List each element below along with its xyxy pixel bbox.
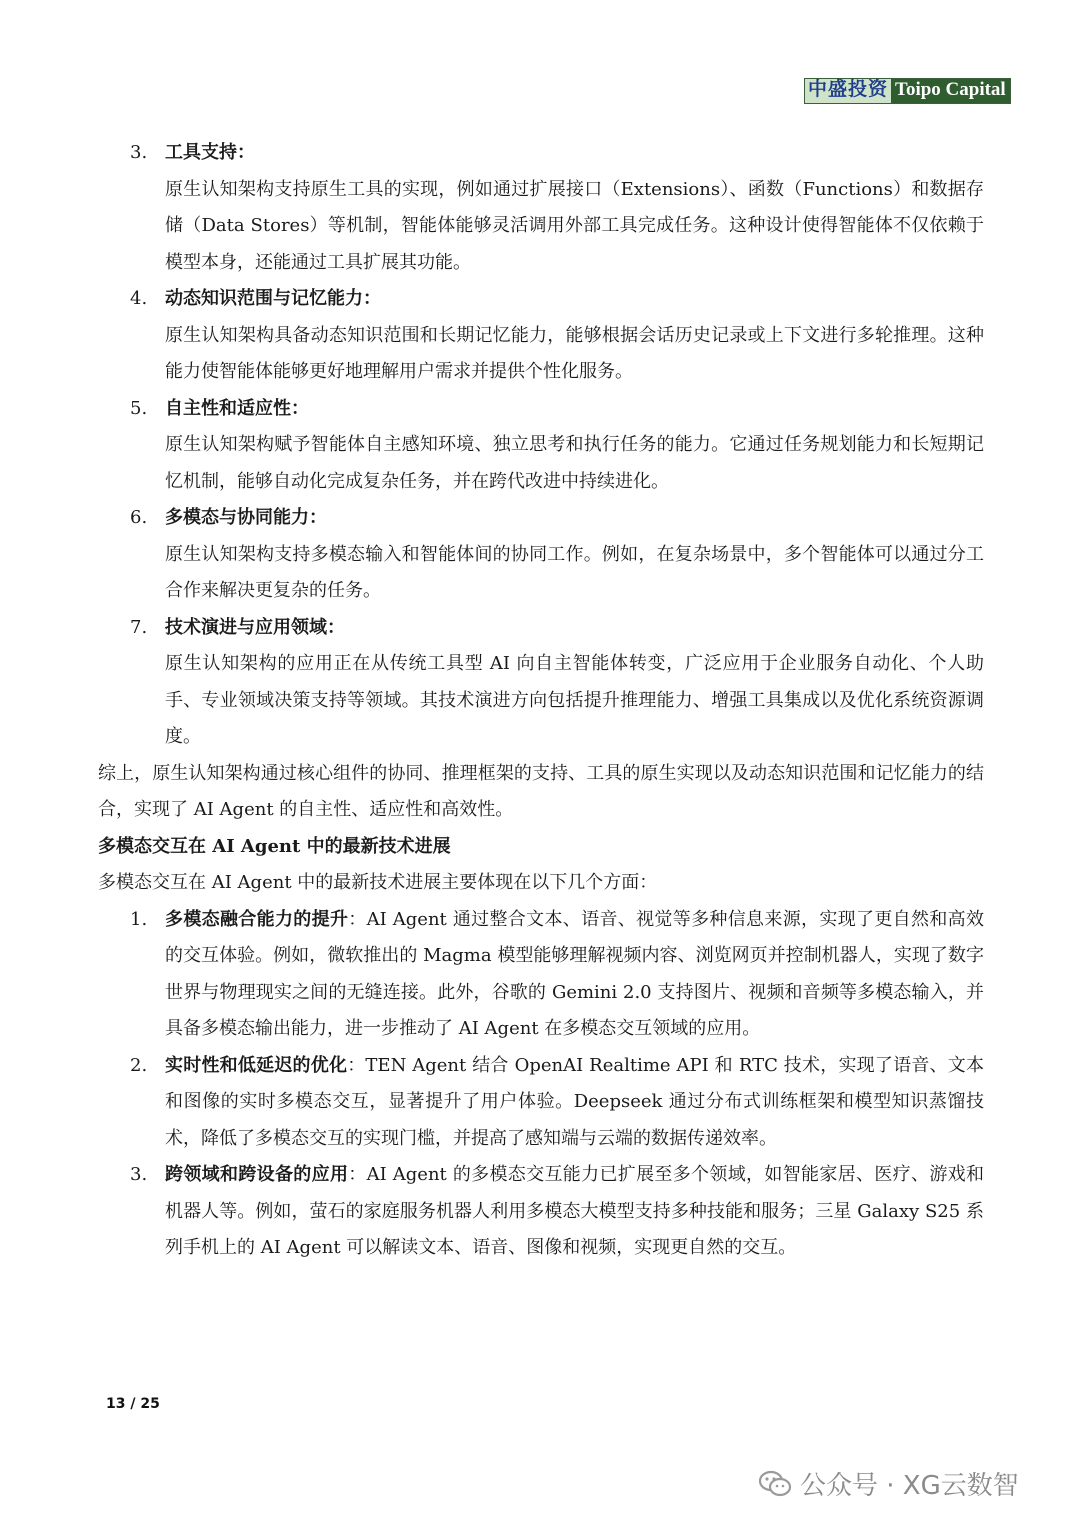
item-description: ：AI Agent 通过整合文本、语音、视觉等多种信息来源，实现了更自然和高效的交互体验。例如，微软推出的 Magma 模型能够理解视频内容、浏览网页并控制机器人，实现了数字世界与物理现实之间的无缝连接。此外，谷歌的 Gemini 2.0 支持图片、视频和音频等多模态输入，并具备多模态输出能力，进一步推动了 AI Agent 在多模态交互领域的应用。 <box>165 908 984 1039</box>
item-number: 5. <box>130 397 148 419</box>
document-body <box>98 135 984 1267</box>
item-heading: 动态知识范围与记忆能力： <box>165 288 381 309</box>
item-number: 4. <box>130 288 148 309</box>
list-item <box>98 1157 984 1267</box>
summary-paragraph: 综上，原生认知架构通过核心组件的协同、推理框架的支持、工具的原生实现以及动态知识范围和记忆能力的结合，实现了 AI Agent 的自主性、适应性和高效性。 <box>98 762 984 820</box>
item-number: 1. <box>130 908 148 930</box>
item-text: 原生认知架构的应用正在从传统工具型 AI 向自主智能体转变，广泛应用于企业服务自动化、个人助手、专业领域决策支持等领域。其技术演进方向包括提升推理能力、增强工具集成以及优化系统资源调度。 <box>165 653 984 747</box>
list-item <box>98 135 984 281</box>
page-number: 13 / 25 <box>106 1396 160 1412</box>
item-text: 原生认知架构具备动态知识范围和长期记忆能力，能够根据会话历史记录或上下文进行多轮推理。这种能力使智能体能够更好地理解用户需求并提供个性化服务。 <box>165 324 984 382</box>
item-heading: 实时性和低延迟的优化 <box>165 1054 348 1076</box>
item-text <box>165 1048 984 1158</box>
list-item <box>98 902 984 1048</box>
watermark-text: 公众号 · XG云数智 <box>800 1471 1019 1501</box>
item-heading: 多模态与协同能力： <box>165 507 327 528</box>
item-heading: 工具支持： <box>165 142 255 163</box>
section-heading: 多模态交互在 AI Agent 中的最新技术进展 <box>98 835 451 857</box>
item-heading: 多模态融合能力的提升 <box>165 908 349 930</box>
item-description: ：TEN Agent 结合 OpenAI Realtime API 和 RTC 技术，实现了语音、文本和图像的实时多模态交互，显著提升了用户体验。Deepseek 通过分布式训练框架和模型知识蒸馏技术，降低了多模态交互的实现门槛，并提高了感知端与云端的数据传递效率。 <box>165 1054 984 1149</box>
watermark <box>758 1465 1019 1502</box>
item-number: 3. <box>130 142 148 163</box>
item-text <box>165 1157 984 1267</box>
item-description: ：AI Agent 的多模态交互能力已扩展至多个领域，如智能家居、医疗、游戏和机器人等。例如，萤石的家庭服务机器人利用多模态大模型支持多种技能和服务；三星 Galaxy S25 系列手机上的 AI Agent 可以解读文本、语音、图像和视频，实现更自然的交互。 <box>165 1164 984 1258</box>
list-item <box>98 610 984 756</box>
item-heading: 技术演进与应用领域： <box>165 616 345 638</box>
item-heading: 自主性和适应性： <box>165 397 309 419</box>
item-text: 原生认知架构支持原生工具的实现，例如通过扩展接口（Extensions）、函数（Functions）和数据存储（Data Stores）等机制，智能体能够灵活调用外部工具完成任务。这种设计使得智能体不仅依赖于模型本身，还能通过工具扩展其功能。 <box>165 178 984 273</box>
item-number: 2. <box>130 1054 148 1076</box>
item-text: 原生认知架构支持多模态输入和智能体间的协同工作。例如，在复杂场景中，多个智能体可以通过分工合作来解决更复杂的任务。 <box>165 543 984 601</box>
item-number: 3. <box>130 1164 148 1185</box>
item-text: 原生认知架构赋予智能体自主感知环境、独立思考和执行任务的能力。它通过任务规划能力和长短期记忆机制，能够自动化完成复杂任务，并在跨代改进中持续进化。 <box>165 434 984 492</box>
item-heading: 跨领域和跨设备的应用 <box>165 1164 349 1185</box>
list-item <box>98 1048 984 1158</box>
list-item <box>98 500 984 610</box>
logo-chinese: 中盛投资 <box>805 79 891 103</box>
list-item <box>98 391 984 501</box>
item-number: 7. <box>130 616 148 638</box>
company-logo <box>804 78 1011 104</box>
item-number: 6. <box>130 507 148 528</box>
logo-english: Toipo Capital <box>891 79 1010 103</box>
section-intro: 多模态交互在 AI Agent 中的最新技术进展主要体现在以下几个方面： <box>98 872 658 893</box>
wechat-icon <box>758 1469 792 1499</box>
item-text <box>165 902 984 1048</box>
list-item <box>98 281 984 391</box>
